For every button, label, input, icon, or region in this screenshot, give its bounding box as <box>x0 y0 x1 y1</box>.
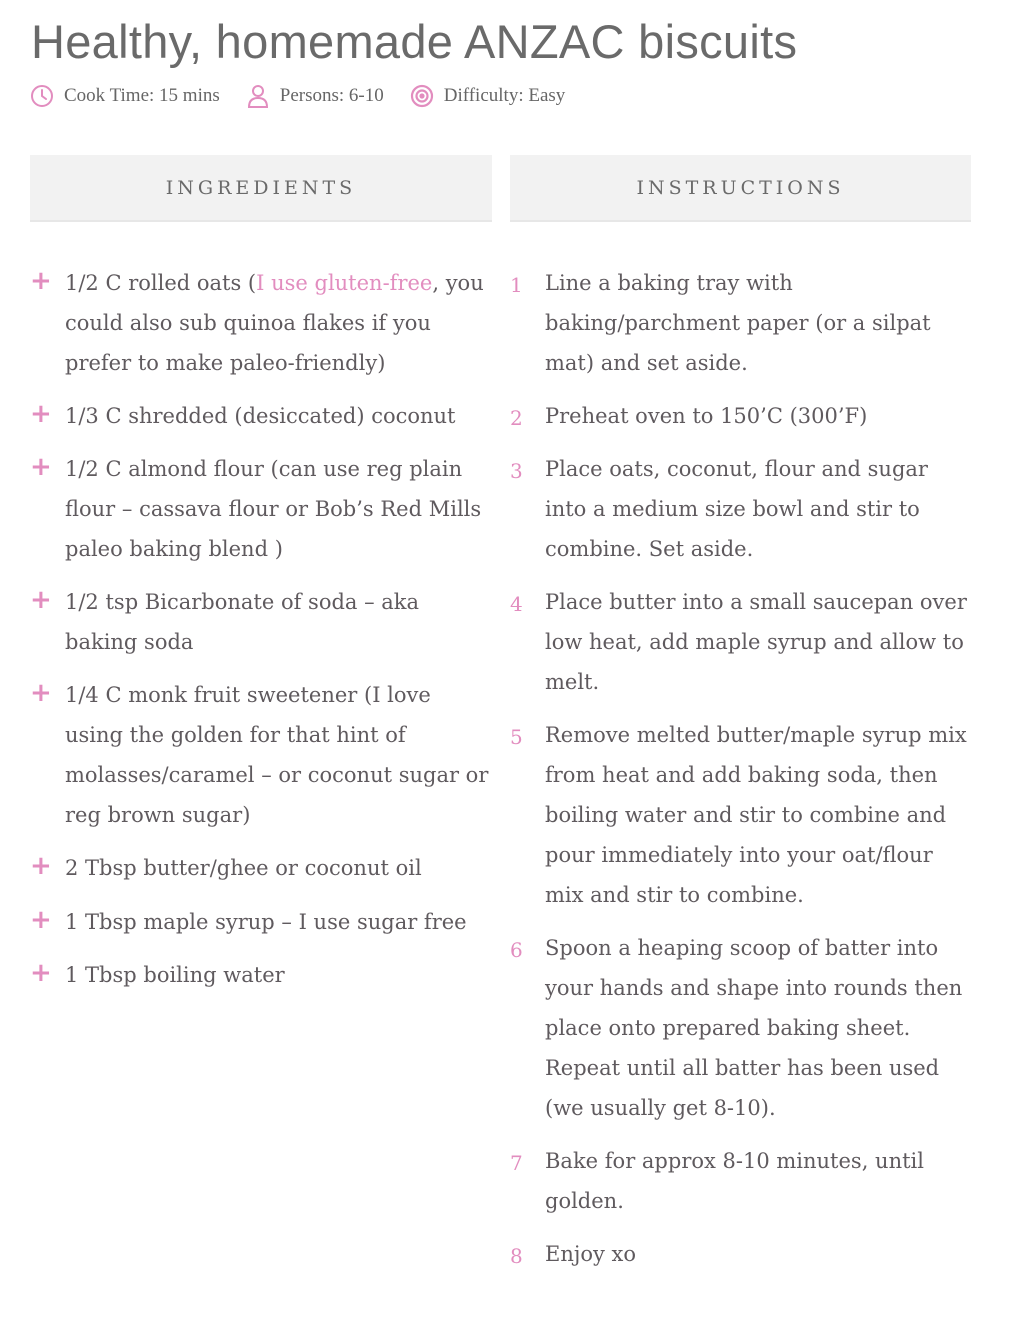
instruction-step <box>510 1141 972 1221</box>
persons <box>246 84 384 108</box>
ingredient-item <box>30 675 492 835</box>
plus-icon: + <box>30 266 52 296</box>
ingredient-text: 1 Tbsp maple syrup – I use sugar free <box>65 910 467 934</box>
instructions-header <box>510 155 971 222</box>
target-icon <box>410 84 434 108</box>
user-icon <box>246 84 270 108</box>
ingredient-text: 1/4 C monk fruit sweetener (I love using the golden for that hint of molasses/caramel – or coconut sugar or reg brown sugar) <box>65 683 489 827</box>
ingredients-list <box>30 263 492 1008</box>
ingredient-item <box>30 955 492 995</box>
step-number: 5 <box>510 725 523 749</box>
ingredients-header-label: INGREDIENTS <box>165 176 357 199</box>
step-text: Spoon a heaping scoop of batter into your hands and shape into rounds then place onto prepared baking sheet. Repeat until all batter has been used (we usually get 8-10). <box>545 936 963 1120</box>
instruction-step <box>510 396 972 436</box>
ingredient-text: 2 Tbsp butter/ghee or coconut oil <box>65 856 422 880</box>
plus-icon: + <box>30 905 52 935</box>
ingredient-item <box>30 582 492 662</box>
step-text: Remove melted butter/maple syrup mix from heat and add baking soda, then boiling water and stir to combine and pour immediately into your oat/flour mix and stir to combine. <box>545 723 967 907</box>
cook-time-label: Cook Time: 15 mins <box>64 85 220 106</box>
instruction-step <box>510 582 972 702</box>
step-number: 7 <box>510 1151 523 1175</box>
plus-icon: + <box>30 399 52 429</box>
ingredient-text: 1/3 C shredded (desiccated) coconut <box>65 404 456 428</box>
step-number: 8 <box>510 1244 523 1268</box>
instruction-step <box>510 715 972 915</box>
clock-icon <box>30 84 54 108</box>
difficulty <box>410 84 566 108</box>
plus-icon: + <box>30 452 52 482</box>
ingredient-text-before: 1/2 C rolled oats ( <box>65 271 257 295</box>
ingredient-item <box>30 902 492 942</box>
instruction-step <box>510 1234 972 1274</box>
ingredient-item <box>30 263 492 383</box>
gluten-free-link[interactable]: I use gluten-free <box>256 271 433 295</box>
instruction-step <box>510 449 972 569</box>
ingredient-text: 1/2 C almond flour (can use reg plain flour – cassava flour or Bob’s Red Mills paleo baking blend ) <box>65 457 482 561</box>
step-text: Place oats, coconut, flour and sugar into a medium size bowl and stir to combine. Set aside. <box>545 457 928 561</box>
plus-icon: + <box>30 585 52 615</box>
recipe-title: Healthy, homemade ANZAC biscuits <box>31 15 798 68</box>
step-text: Place butter into a small saucepan over low heat, add maple syrup and allow to melt. <box>545 590 967 694</box>
ingredient-text: 1 Tbsp boiling water <box>65 963 285 987</box>
ingredient-item <box>30 449 492 569</box>
plus-icon: + <box>30 851 52 881</box>
instructions-header-label: INSTRUCTIONS <box>636 176 845 199</box>
plus-icon: + <box>30 678 52 708</box>
step-text: Line a baking tray with baking/parchment paper (or a silpat mat) and set aside. <box>545 271 931 375</box>
ingredients-header <box>30 155 492 222</box>
step-text: Preheat oven to 150’C (300’F) <box>545 404 868 428</box>
step-number: 4 <box>510 592 523 616</box>
step-number: 1 <box>510 273 523 297</box>
instruction-step <box>510 263 972 383</box>
ingredient-item <box>30 848 492 888</box>
cook-time <box>30 84 220 108</box>
persons-label: Persons: 6-10 <box>279 85 384 106</box>
ingredient-text: 1/2 tsp Bicarbonate of soda – aka baking soda <box>65 590 420 654</box>
step-text: Bake for approx 8-10 minutes, until golden. <box>545 1149 924 1213</box>
ingredient-text-after: , you could also sub quinoa flakes if you prefer to make paleo-friendly) <box>65 271 484 375</box>
plus-icon: + <box>30 958 52 988</box>
step-text: Enjoy xo <box>545 1242 637 1266</box>
step-number: 2 <box>510 406 523 430</box>
step-number: 6 <box>510 938 523 962</box>
instruction-step <box>510 928 972 1128</box>
step-number: 3 <box>510 459 523 483</box>
instructions-list <box>510 263 972 1287</box>
difficulty-label: Difficulty: Easy <box>443 85 566 106</box>
ingredient-item <box>30 396 492 436</box>
recipe-meta <box>30 84 591 108</box>
